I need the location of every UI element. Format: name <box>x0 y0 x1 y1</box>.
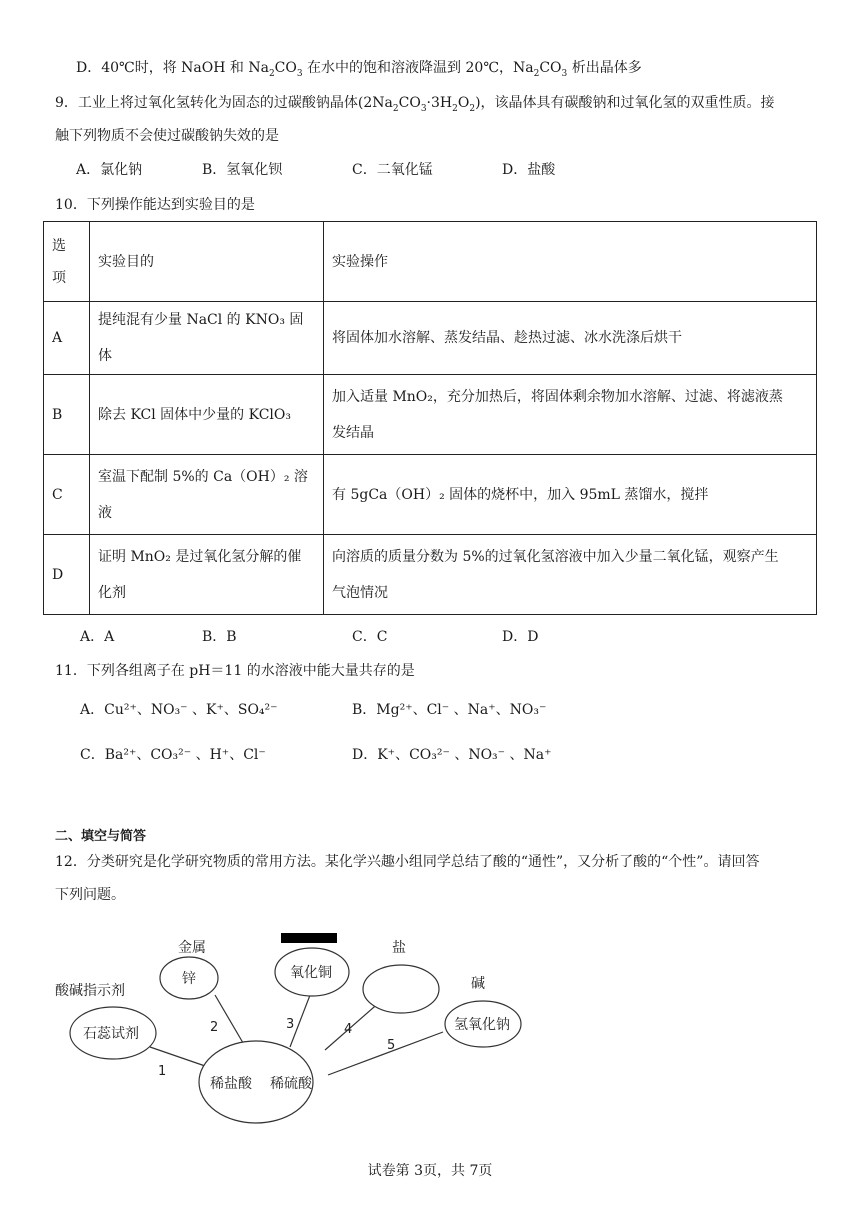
page-footer: 试卷第 3页，共 7页 <box>367 1163 493 1179</box>
q9-option-a: A．氯化钠 <box>76 162 143 178</box>
q11-option-c: C．Ba²⁺、CO₃²⁻ 、H⁺、Cl⁻ <box>80 747 266 763</box>
acid-properties-diagram <box>50 925 530 1125</box>
q9-stem-line2: 触下列物质不会使过碳酸钠失效的是 <box>55 128 279 144</box>
indicator-category-label: 酸碱指示剂 <box>55 983 125 999</box>
indicator-node-label: 石蕊试剂 <box>83 1026 139 1042</box>
edge-5-line <box>328 1032 443 1075</box>
q11-option-d: D．K⁺、CO₃²⁻ 、NO₃⁻ 、Na⁺ <box>352 747 552 763</box>
edge-2-line <box>215 995 246 1048</box>
base-node-label: 氢氧化钠 <box>454 1017 510 1033</box>
center-label-hcl: 稀盐酸 <box>210 1076 252 1092</box>
edge-label-4: 4 <box>344 1022 353 1037</box>
edge-label-5: 5 <box>387 1038 396 1053</box>
q12-stem-line2: 下列问题。 <box>55 887 125 903</box>
q11-stem: 11．下列各组离子在 pH＝11 的水溶液中能大量共存的是 <box>55 663 415 679</box>
q11-option-b: B．Mg²⁺、Cl⁻ 、Na⁺、NO₃⁻ <box>352 702 547 718</box>
edge-label-3: 3 <box>286 1017 295 1032</box>
header-option: 选 项 <box>44 222 90 302</box>
q10-option-d: D．D <box>502 629 539 645</box>
header-operation: 实验操作 <box>324 222 817 302</box>
q9-option-b: B．氢氧化钡 <box>202 162 283 178</box>
metal-category-label: 金属 <box>178 940 206 956</box>
q10-option-c: C．C <box>352 629 388 645</box>
q8-option-d: D．40℃时，将 NaOH 和 $Na_2CO_3$ 在水中的饱和溶液降温到 20℃，$Na_2CO_3$ 析出晶体多 <box>76 60 642 79</box>
salt-node <box>363 965 439 1013</box>
q10-option-a: A．A <box>80 629 115 645</box>
base-category-label: 碱 <box>471 976 485 992</box>
redacted-bar <box>281 933 337 943</box>
q9-stem-line1: 9．工业上将过氧化氢转化为固态的过碳酸钠晶体$(2Na_2CO_3\cdot 3H_2O_2)$，该晶体具有碳酸钠和过氧化氢的双重性质。接 <box>55 95 775 114</box>
salt-category-label: 盐 <box>392 940 406 956</box>
q10-option-b: B．B <box>202 629 237 645</box>
edge-label-1: 1 <box>158 1064 167 1079</box>
table-row: C 室温下配制 5%的 Ca（OH）₂ 溶 液 有 5gCa（OH）₂ 固体的烧杯中，加入 95mL 蒸馏水，搅拌 <box>44 455 817 535</box>
q9-option-d: D．盐酸 <box>502 162 556 178</box>
q12-stem-line1: 12．分类研究是化学研究物质的常用方法。某化学兴趣小组同学总结了酸的“通性”，又分析了酸的“个性”。请回答 <box>55 854 760 870</box>
table-row: A 提纯混有少量 NaCl 的 KNO₃ 固体 将固体加水溶解、蒸发结晶、趁热过滤、冰水洗涤后烘干 <box>44 302 817 375</box>
table-row: B 除去 KCl 固体中少量的 KClO₃ 加入适量 MnO₂，充分加热后，将固体剩余物加水溶解、过滤、将滤液蒸 发结晶 <box>44 375 817 455</box>
experiment-table <box>43 221 817 615</box>
header-goal: 实验目的 <box>90 222 324 302</box>
table-row: D 证明 MnO₂ 是过氧化氢分解的催 化剂 向溶质的质量分数为 5%的过氧化氢溶液中加入少量二氧化锰，观察产生 气泡情况 <box>44 535 817 615</box>
oxide-node-label: 氧化铜 <box>290 965 332 981</box>
edge-label-2: 2 <box>210 1020 219 1035</box>
center-label-h2so4: 稀硫酸 <box>270 1076 312 1092</box>
metal-node-label: 锌 <box>182 971 196 987</box>
q10-stem: 10．下列操作能达到实验目的是 <box>55 197 255 213</box>
q9-option-c: C．二氧化锰 <box>352 162 433 178</box>
section-heading: 二、填空与简答 <box>55 829 147 844</box>
q11-option-a: A．Cu²⁺、NO₃⁻ 、K⁺、SO₄²⁻ <box>80 702 278 718</box>
table-header-row <box>44 222 817 302</box>
